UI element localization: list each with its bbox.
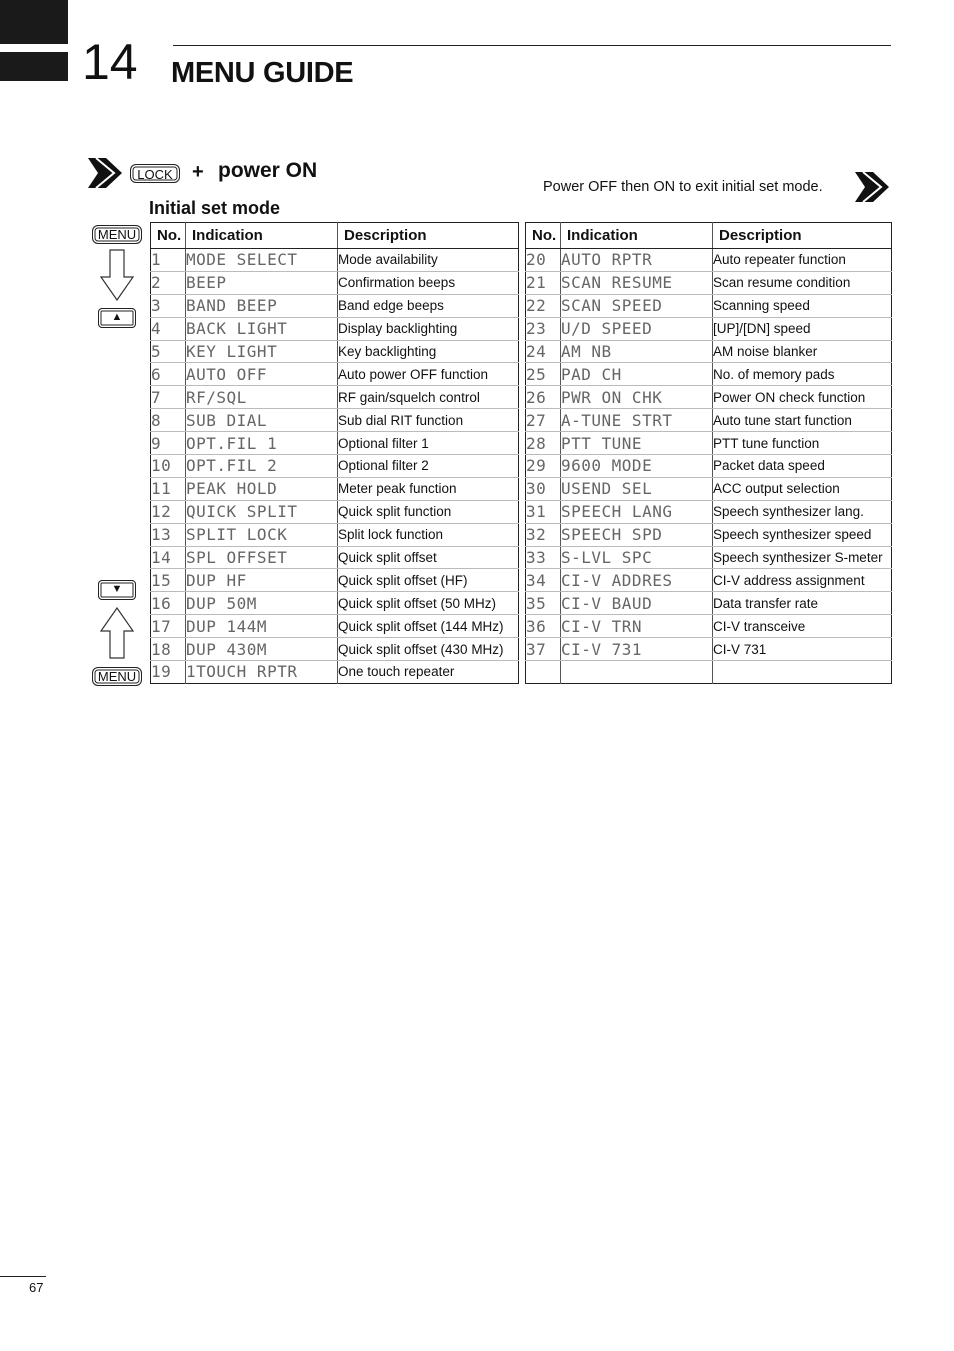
table-row xyxy=(151,432,519,455)
table-row xyxy=(526,638,892,661)
item-indication: CI-V BAUD xyxy=(561,592,713,615)
item-description: PTT tune function xyxy=(713,432,892,455)
item-description: Key backlighting xyxy=(338,340,519,363)
item-number: 7 xyxy=(151,386,186,409)
column-header-description: Description xyxy=(713,223,892,249)
item-indication: DUP 50M xyxy=(186,592,338,615)
footer-rule xyxy=(0,1276,46,1277)
item-indication: CI-V TRN xyxy=(561,615,713,638)
item-number: 21 xyxy=(526,271,561,294)
item-indication: OPT.FIL 2 xyxy=(186,455,338,478)
table-row xyxy=(151,271,519,294)
item-description: Scan resume condition xyxy=(713,271,892,294)
item-indication: PEAK HOLD xyxy=(186,477,338,500)
item-indication: SCAN SPEED xyxy=(561,294,713,317)
item-number: 5 xyxy=(151,340,186,363)
item-description xyxy=(713,661,892,684)
table-row xyxy=(151,638,519,661)
table-row xyxy=(526,432,892,455)
table-row xyxy=(526,569,892,592)
menu-table-right xyxy=(525,222,892,684)
menu-key: MENU xyxy=(92,667,142,686)
column-header-description: Description xyxy=(338,223,519,249)
item-indication: OPT.FIL 1 xyxy=(186,432,338,455)
menu-table-left xyxy=(150,222,519,684)
item-number: 31 xyxy=(526,500,561,523)
plus-sign: + xyxy=(192,161,204,183)
item-number: 8 xyxy=(151,409,186,432)
item-description: Quick split offset (HF) xyxy=(338,569,519,592)
item-description: Power ON check function xyxy=(713,386,892,409)
page-number: 67 xyxy=(29,1280,44,1295)
table-header-row xyxy=(526,223,892,249)
item-description: Auto tune start function xyxy=(713,409,892,432)
item-description: [UP]/[DN] speed xyxy=(713,317,892,340)
exit-note: Power OFF then ON to exit initial set mode. xyxy=(543,179,823,195)
item-description: Auto repeater function xyxy=(713,249,892,272)
item-number: 14 xyxy=(151,546,186,569)
chapter-title: MENU GUIDE xyxy=(171,57,354,89)
item-indication: SPLIT LOCK xyxy=(186,523,338,546)
item-number xyxy=(526,661,561,684)
item-description: CI-V 731 xyxy=(713,638,892,661)
item-description: Speech synthesizer speed xyxy=(713,523,892,546)
item-number: 20 xyxy=(526,249,561,272)
item-indication: S-LVL SPC xyxy=(561,546,713,569)
item-number: 9 xyxy=(151,432,186,455)
table-row xyxy=(151,569,519,592)
item-description: Optional filter 1 xyxy=(338,432,519,455)
column-header-indication: Indication xyxy=(186,223,338,249)
table-row xyxy=(151,340,519,363)
right-arrow-icon xyxy=(853,168,891,206)
item-indication: CI-V ADDRES xyxy=(561,569,713,592)
item-indication: DUP 144M xyxy=(186,615,338,638)
item-description: Packet data speed xyxy=(713,455,892,478)
table-row xyxy=(526,294,892,317)
item-indication: 1TOUCH RPTR xyxy=(186,661,338,684)
item-number: 12 xyxy=(151,500,186,523)
table-row xyxy=(526,523,892,546)
item-description: Sub dial RIT function xyxy=(338,409,519,432)
item-number: 28 xyxy=(526,432,561,455)
power-on-label: power ON xyxy=(218,159,318,182)
item-number: 4 xyxy=(151,317,186,340)
item-description: Quick split offset (144 MHz) xyxy=(338,615,519,638)
item-number: 35 xyxy=(526,592,561,615)
table-row xyxy=(151,592,519,615)
item-number: 10 xyxy=(151,455,186,478)
item-indication: A-TUNE STRT xyxy=(561,409,713,432)
item-indication: KEY LIGHT xyxy=(186,340,338,363)
item-indication: AUTO RPTR xyxy=(561,249,713,272)
table-row xyxy=(526,271,892,294)
menu-key: MENU xyxy=(92,225,142,244)
table-row xyxy=(526,477,892,500)
item-number: 37 xyxy=(526,638,561,661)
table-header-row xyxy=(151,223,519,249)
item-indication: PWR ON CHK xyxy=(561,386,713,409)
table-row xyxy=(151,294,519,317)
item-description: Meter peak function xyxy=(338,477,519,500)
item-indication: SCAN RESUME xyxy=(561,271,713,294)
table-row xyxy=(526,592,892,615)
table-row xyxy=(151,363,519,386)
item-description: Optional filter 2 xyxy=(338,455,519,478)
table-row xyxy=(151,500,519,523)
table-row xyxy=(151,477,519,500)
table-row xyxy=(526,615,892,638)
item-indication: DUP HF xyxy=(186,569,338,592)
up-key: ▲ xyxy=(98,308,136,328)
item-number: 1 xyxy=(151,249,186,272)
chapter-number: 14 xyxy=(82,34,138,90)
item-description: CI-V address assignment xyxy=(713,569,892,592)
item-description: Band edge beeps xyxy=(338,294,519,317)
item-indication: SPEECH SPD xyxy=(561,523,713,546)
item-number: 18 xyxy=(151,638,186,661)
item-number: 32 xyxy=(526,523,561,546)
item-description: Display backlighting xyxy=(338,317,519,340)
item-indication: AUTO OFF xyxy=(186,363,338,386)
item-description: Auto power OFF function xyxy=(338,363,519,386)
item-number: 36 xyxy=(526,615,561,638)
chapter-tab-top xyxy=(0,0,68,44)
item-description: AM noise blanker xyxy=(713,340,892,363)
table-row xyxy=(151,546,519,569)
table-row xyxy=(526,249,892,272)
item-description: Confirmation beeps xyxy=(338,271,519,294)
table-row xyxy=(151,455,519,478)
down-key: ▼ xyxy=(98,580,136,600)
item-number: 2 xyxy=(151,271,186,294)
table-row xyxy=(151,523,519,546)
item-description: Quick split function xyxy=(338,500,519,523)
item-number: 17 xyxy=(151,615,186,638)
item-number: 30 xyxy=(526,477,561,500)
item-number: 19 xyxy=(151,661,186,684)
up-arrow-icon xyxy=(100,607,134,659)
item-number: 33 xyxy=(526,546,561,569)
item-description: No. of memory pads xyxy=(713,363,892,386)
item-indication: SPEECH LANG xyxy=(561,500,713,523)
item-description: Quick split offset xyxy=(338,546,519,569)
item-indication: AM NB xyxy=(561,340,713,363)
lock-key: LOCK xyxy=(130,164,180,183)
item-number: 13 xyxy=(151,523,186,546)
item-indication: MODE SELECT xyxy=(186,249,338,272)
table-row xyxy=(526,455,892,478)
item-number: 27 xyxy=(526,409,561,432)
column-header-indication: Indication xyxy=(561,223,713,249)
item-description: Speech synthesizer S-meter xyxy=(713,546,892,569)
down-arrow-icon xyxy=(100,249,134,301)
table-row xyxy=(526,409,892,432)
chapter-tab-bottom xyxy=(0,52,68,81)
item-number: 22 xyxy=(526,294,561,317)
item-indication: 9600 MODE xyxy=(561,455,713,478)
item-number: 16 xyxy=(151,592,186,615)
item-number: 15 xyxy=(151,569,186,592)
table-row xyxy=(151,249,519,272)
item-number: 25 xyxy=(526,363,561,386)
table-row xyxy=(151,661,519,684)
right-arrow-icon xyxy=(86,154,124,192)
item-number: 11 xyxy=(151,477,186,500)
item-number: 3 xyxy=(151,294,186,317)
table-row xyxy=(526,386,892,409)
table-row xyxy=(151,615,519,638)
item-indication: BEEP xyxy=(186,271,338,294)
item-description: Data transfer rate xyxy=(713,592,892,615)
item-indication: QUICK SPLIT xyxy=(186,500,338,523)
table-row xyxy=(526,363,892,386)
item-indication xyxy=(561,661,713,684)
item-description: Split lock function xyxy=(338,523,519,546)
table-row xyxy=(151,317,519,340)
table-row xyxy=(151,409,519,432)
item-indication: PAD CH xyxy=(561,363,713,386)
item-indication: RF/SQL xyxy=(186,386,338,409)
table-row xyxy=(526,661,892,684)
column-header-no: No. xyxy=(526,223,561,249)
item-description: Speech synthesizer lang. xyxy=(713,500,892,523)
table-row xyxy=(526,546,892,569)
column-header-no: No. xyxy=(151,223,186,249)
item-description: Mode availability xyxy=(338,249,519,272)
initial-set-mode-title: Initial set mode xyxy=(149,198,281,218)
item-description: Quick split offset (430 MHz) xyxy=(338,638,519,661)
item-indication: DUP 430M xyxy=(186,638,338,661)
table-row xyxy=(526,317,892,340)
item-indication: SUB DIAL xyxy=(186,409,338,432)
table-row xyxy=(526,340,892,363)
item-number: 23 xyxy=(526,317,561,340)
item-description: One touch repeater xyxy=(338,664,455,680)
item-indication: BAND BEEP xyxy=(186,294,338,317)
item-description: Scanning speed xyxy=(713,294,892,317)
item-indication: SPL OFFSET xyxy=(186,546,338,569)
item-indication: BACK LIGHT xyxy=(186,317,338,340)
item-description: CI-V transceive xyxy=(713,615,892,638)
item-indication: PTT TUNE xyxy=(561,432,713,455)
item-description: ACC output selection xyxy=(713,477,892,500)
header-rule xyxy=(173,45,891,46)
item-number: 24 xyxy=(526,340,561,363)
item-number: 29 xyxy=(526,455,561,478)
table-row xyxy=(526,500,892,523)
item-number: 26 xyxy=(526,386,561,409)
item-number: 34 xyxy=(526,569,561,592)
item-indication: U/D SPEED xyxy=(561,317,713,340)
item-description: Quick split offset (50 MHz) xyxy=(338,592,519,615)
table-row xyxy=(151,386,519,409)
item-indication: CI-V 731 xyxy=(561,638,713,661)
item-indication: USEND SEL xyxy=(561,477,713,500)
item-description: RF gain/squelch control xyxy=(338,386,519,409)
item-number: 6 xyxy=(151,363,186,386)
